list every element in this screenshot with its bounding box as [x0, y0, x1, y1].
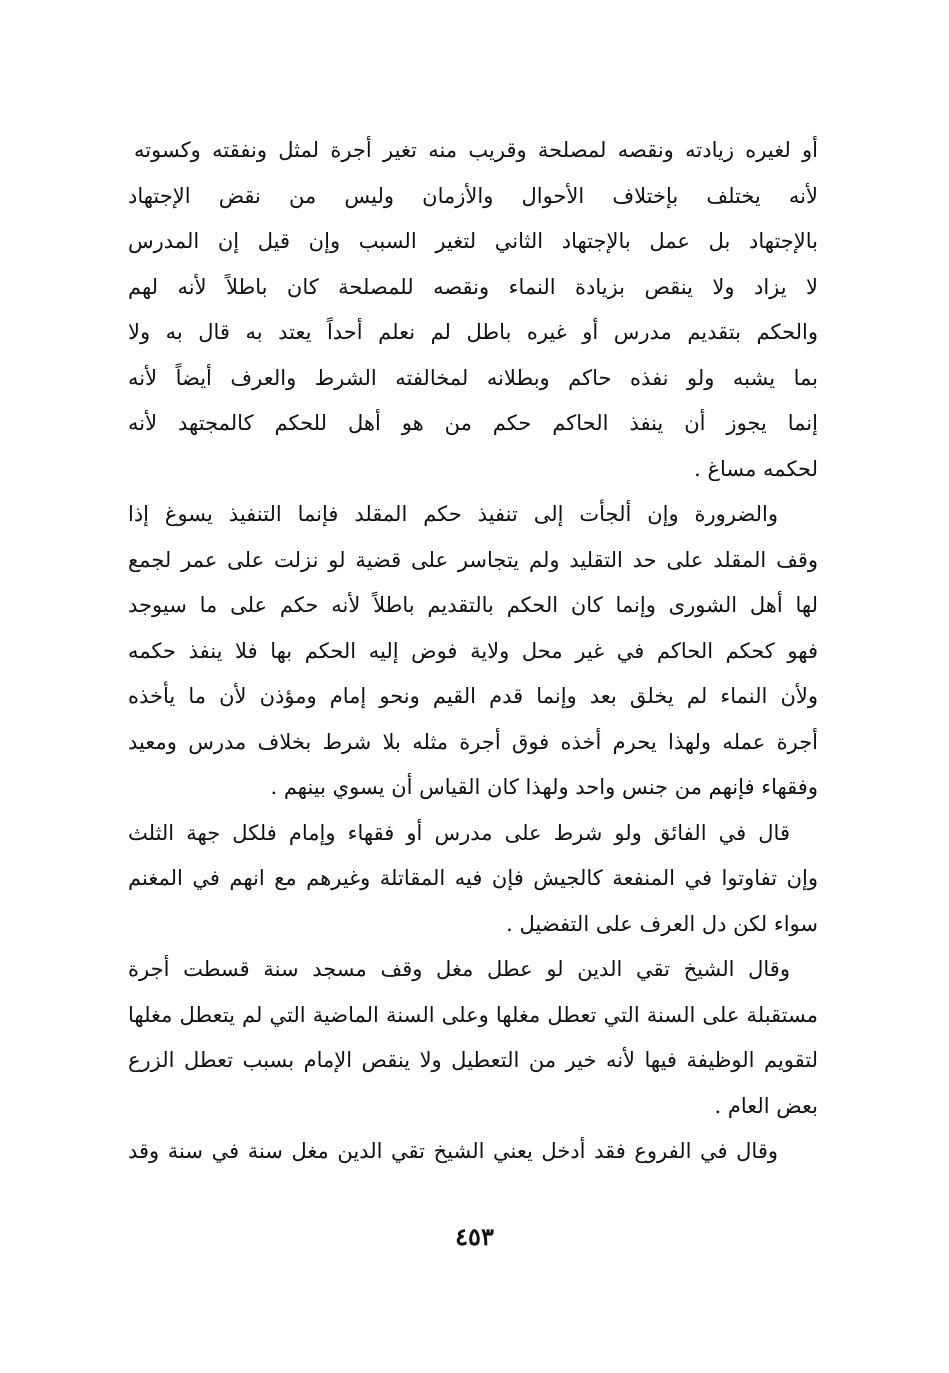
paragraph-2: [128, 492, 818, 811]
paragraph-5: [128, 1129, 818, 1175]
text-line: وقف المقلد على حد التقليد ولم يتجاسر على قضية لو نزلت على عمر لجمع: [128, 547, 818, 572]
body-text: [128, 128, 818, 1175]
text-line: بعض العام .: [714, 1093, 818, 1118]
text-line: والضرورة وإن ألجأت إلى تنفيذ حكم المقلد فإنما التنفيذ يسوغ إذا: [128, 502, 778, 526]
text-line: بالإجتهاد بل عمل بالإجتهاد الثاني لتغير السبب وإن قيل إن المدرس: [128, 229, 818, 253]
page-number: ٤٥٣: [455, 1222, 494, 1251]
text-line: والحكم بتقديم مدرس أو غيره باطل لم نعلم أحداً يعتد به قال به ولا: [128, 320, 818, 344]
text-line: إنما يجوز أن ينفذ الحاكم حكم من هو أهل للحكم كالمجتهد لأنه: [128, 411, 818, 435]
text-line: لتقويم الوظيفة فيها لأنه خير من التعطيل ولا ينقص الإمام بسبب تعطل الزرع: [128, 1048, 818, 1072]
text-line: وقال الشيخ تقي الدين لو عطل مغل وقف مسجد سنة قسطت أجرة: [128, 957, 790, 981]
text-line: سواء لكن دل العرف على التفضيل .: [506, 911, 818, 936]
text-line: بما يشبه ولو نفذه حاكم وبطلانه لمخالفته الشرط والعرف أيضاً لأنه: [128, 365, 818, 390]
text-line: أو لغيره زيادته ونقصه لمصلحة وقريب منه تغير أجرة لمثل ونفقته وكسوته: [134, 138, 818, 162]
text-line: فهو كحكم الحاكم في غير محل ولاية فوض إليه الحكم بها فلا ينفذ حكمه: [128, 638, 818, 663]
paragraph-1: [128, 128, 818, 492]
paragraph-3: [128, 811, 818, 948]
text-line: وقال في الفروع فقد أدخل يعني الشيخ تقي الدين مغل سنة في سنة وقد: [128, 1139, 778, 1163]
text-line: لا يزاد ولا ينقص بزيادة النماء ونقصه للمصلحة كان باطلاً لأنه لهم: [128, 274, 818, 299]
text-line: قال في الفائق ولو شرط على مدرس أو فقهاء وإمام فلكل جهة الثلث: [128, 820, 790, 845]
text-line: أجرة عمله ولهذا يحرم أخذه فوق أجرة مثله بلا شرط بخلاف مدرس ومعيد: [128, 729, 818, 754]
text-line: ولأن النماء لم يخلق بعد وإنما قدم القيم ونحو إمام ومؤذن لأن ما يأخذه: [128, 684, 818, 708]
text-line: لها أهل الشورى وإنما كان الحكم بالتقديم باطلاً لأنه حكم على ما سيوجد: [128, 593, 818, 617]
text-line: وإن تفاوتوا في المنفعة كالجيش فإن فيه المقاتلة وغيرهم مع انهم في المغنم: [128, 866, 818, 890]
text-line: لحكمه مساغ .: [694, 456, 818, 481]
text-line: مستقبلة على السنة التي تعطل مغلها وعلى السنة الماضية التي لم يتعطل مغلها: [128, 1002, 818, 1027]
text-line: وفقهاء فإنهم من جنس واحد ولهذا كان القياس أن يسوي بينهم .: [270, 775, 818, 799]
paragraph-4: [128, 947, 818, 1129]
text-line: لأنه يختلف بإختلاف الأحوال والأزمان وليس من نقض الإجتهاد: [128, 183, 818, 208]
